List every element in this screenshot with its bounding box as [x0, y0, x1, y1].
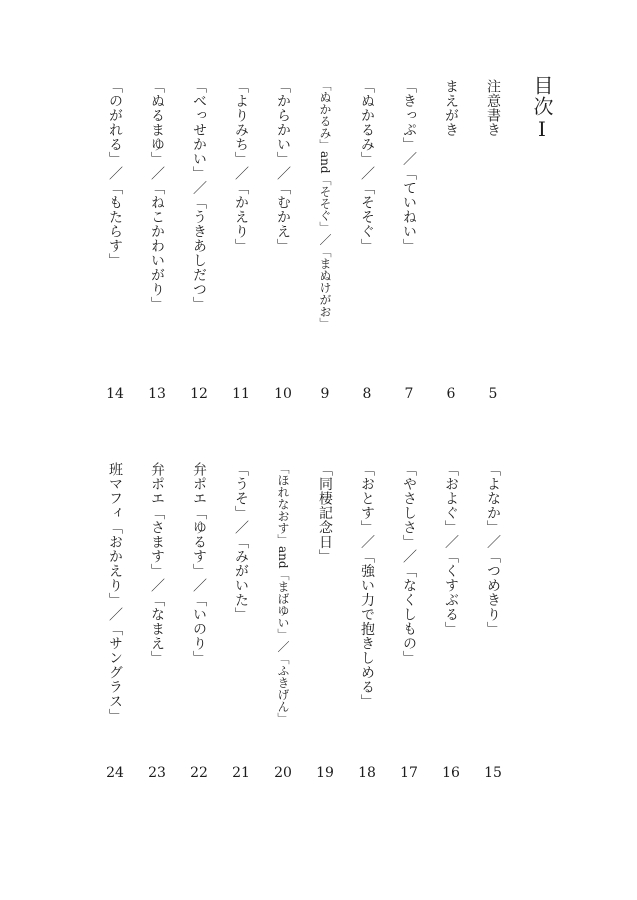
entry-title: 「同棲記念日」: [317, 462, 333, 564]
entry-title: 弁ポエ「ゆるす」／「いのり」: [191, 462, 207, 665]
entry-page-number: 13: [148, 386, 166, 402]
entry-title: 「ぬかるみ」／「そそぐ」: [359, 79, 375, 253]
entry-page-number: 19: [316, 765, 334, 781]
entry-page-number: 6: [446, 386, 456, 402]
entry-page-number: 16: [442, 765, 460, 781]
entry-title: 弁ポエ「さます」／「なまえ」: [149, 462, 165, 665]
entry-title: 「おとす」／「強い力で抱きしめる」: [359, 462, 375, 709]
entry-title: 「よりみち」／「かえり」: [233, 79, 249, 253]
entry-title: 「ぬるまゆ」／「ねこかわいがり」: [149, 79, 165, 311]
entry-page-number: 22: [190, 765, 208, 781]
entry-title: 「のがれる」／「もたらす」: [107, 79, 123, 268]
entry-title: 「ほれなおす」and「まばゆい」／「ふきげん」: [276, 462, 290, 725]
entry-page-number: 7: [404, 386, 414, 402]
entry-title: 「ぬかるみ」and「そそぐ」／「まぬけがお」: [318, 79, 332, 330]
entry-page-number: 10: [274, 386, 292, 402]
entry-page-number: 17: [400, 765, 418, 781]
entry-title: 「べっせかい」／「うきあしだつ」: [191, 79, 207, 311]
page-title: 目次Ⅰ: [530, 75, 554, 142]
entry-page-number: 24: [106, 765, 124, 781]
entry-page-number: 12: [190, 386, 208, 402]
entry-page-number: 15: [484, 765, 502, 781]
entry-title: 班マフィ「おかえり」／「サングラス」: [107, 462, 123, 723]
entry-page-number: 21: [232, 765, 250, 781]
entry-page-number: 18: [358, 765, 376, 781]
entry-title: 「やさしさ」／「なくしもの」: [401, 462, 417, 665]
entry-title: 注意書き: [485, 79, 501, 137]
entry-title: 「きっぷ」／「ていねい」: [401, 79, 417, 253]
entry-title: 「うそ」／「みがいた」: [233, 462, 249, 622]
entry-title: まえがき: [443, 79, 459, 137]
entry-title: 「よなか」／「つめきり」: [485, 462, 501, 636]
entry-title: 「からかい」／「むかえ」: [275, 79, 291, 253]
entry-page-number: 5: [488, 386, 498, 402]
entry-page-number: 20: [274, 765, 292, 781]
entry-title: 「およぐ」／「くすぶる」: [443, 462, 459, 636]
entry-page-number: 11: [232, 386, 250, 402]
entry-page-number: 14: [106, 386, 124, 402]
entry-page-number: 9: [320, 386, 330, 402]
entry-page-number: 23: [148, 765, 166, 781]
entry-page-number: 8: [362, 386, 372, 402]
